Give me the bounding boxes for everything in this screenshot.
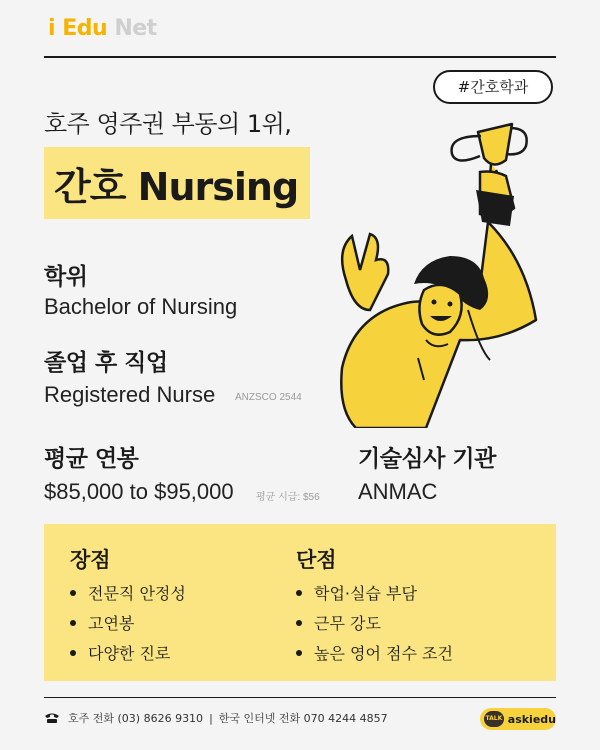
pros-list (70, 579, 186, 669)
talk-id: askiedu (507, 712, 556, 726)
pros-item-text: 고연봉 (88, 614, 135, 633)
pros-item (70, 579, 186, 609)
contact-footer (44, 708, 388, 728)
cons-item-text: 근무 강도 (314, 614, 381, 633)
logo-net: Net (114, 16, 157, 41)
bullet-icon (296, 650, 302, 656)
cons-item (296, 609, 453, 639)
subtitle: 호주 영주권 부동의 1위, (44, 110, 292, 138)
pros-item-text: 전문직 안정성 (88, 584, 186, 603)
bottom-divider (44, 697, 556, 698)
top-divider (44, 56, 556, 58)
cons-list (296, 579, 453, 669)
au-phone[interactable]: 호주 전화 (03) 8626 9310 (68, 712, 204, 725)
job-value: Registered Nurse (44, 382, 216, 407)
bullet-icon (70, 620, 76, 626)
degree-value: Bachelor of Nursing (44, 294, 238, 319)
logo-edu: Edu (62, 16, 108, 41)
bullet-icon (296, 620, 302, 626)
bullet-icon (70, 590, 76, 596)
salary-label: 평균 연봉 (44, 446, 139, 472)
nurse-trophy-illustration (330, 110, 556, 428)
hourly-wage-note: 평균 시급: $56 (256, 492, 320, 503)
brand-logo (48, 16, 157, 41)
salary-value: $85,000 to $95,000 (44, 479, 234, 504)
cons-title: 단점 (296, 548, 337, 572)
logo-i: i (48, 16, 56, 41)
job-label: 졸업 후 직업 (44, 350, 168, 376)
pros-title: 장점 (70, 548, 111, 572)
phone-icon (44, 712, 60, 724)
assessment-value: ANMAC (358, 479, 438, 504)
pros-item-text: 다양한 진로 (88, 644, 171, 663)
cons-item-text: 학업·실습 부담 (314, 584, 417, 603)
kakaotalk-badge[interactable] (480, 708, 556, 730)
degree-label: 학위 (44, 264, 88, 290)
anzsco-code: ANZSCO 2544 (235, 392, 302, 403)
cons-item (296, 639, 453, 669)
pros-item (70, 609, 186, 639)
assessment-label: 기술심사 기관 (358, 446, 496, 472)
cons-item (296, 579, 453, 609)
kr-phone[interactable]: 한국 인터넷 전화 070 4244 4857 (218, 712, 388, 725)
cons-item-text: 높은 영어 점수 조건 (314, 644, 453, 663)
page-title: 간호 Nursing (54, 165, 299, 209)
footer-separator: | (209, 711, 213, 725)
bullet-icon (296, 590, 302, 596)
bullet-icon (70, 650, 76, 656)
pros-cons-panel (44, 524, 556, 681)
hashtag-badge[interactable]: #간호학과 (433, 70, 553, 104)
talk-icon: TALK (484, 711, 504, 727)
pros-item (70, 639, 186, 669)
